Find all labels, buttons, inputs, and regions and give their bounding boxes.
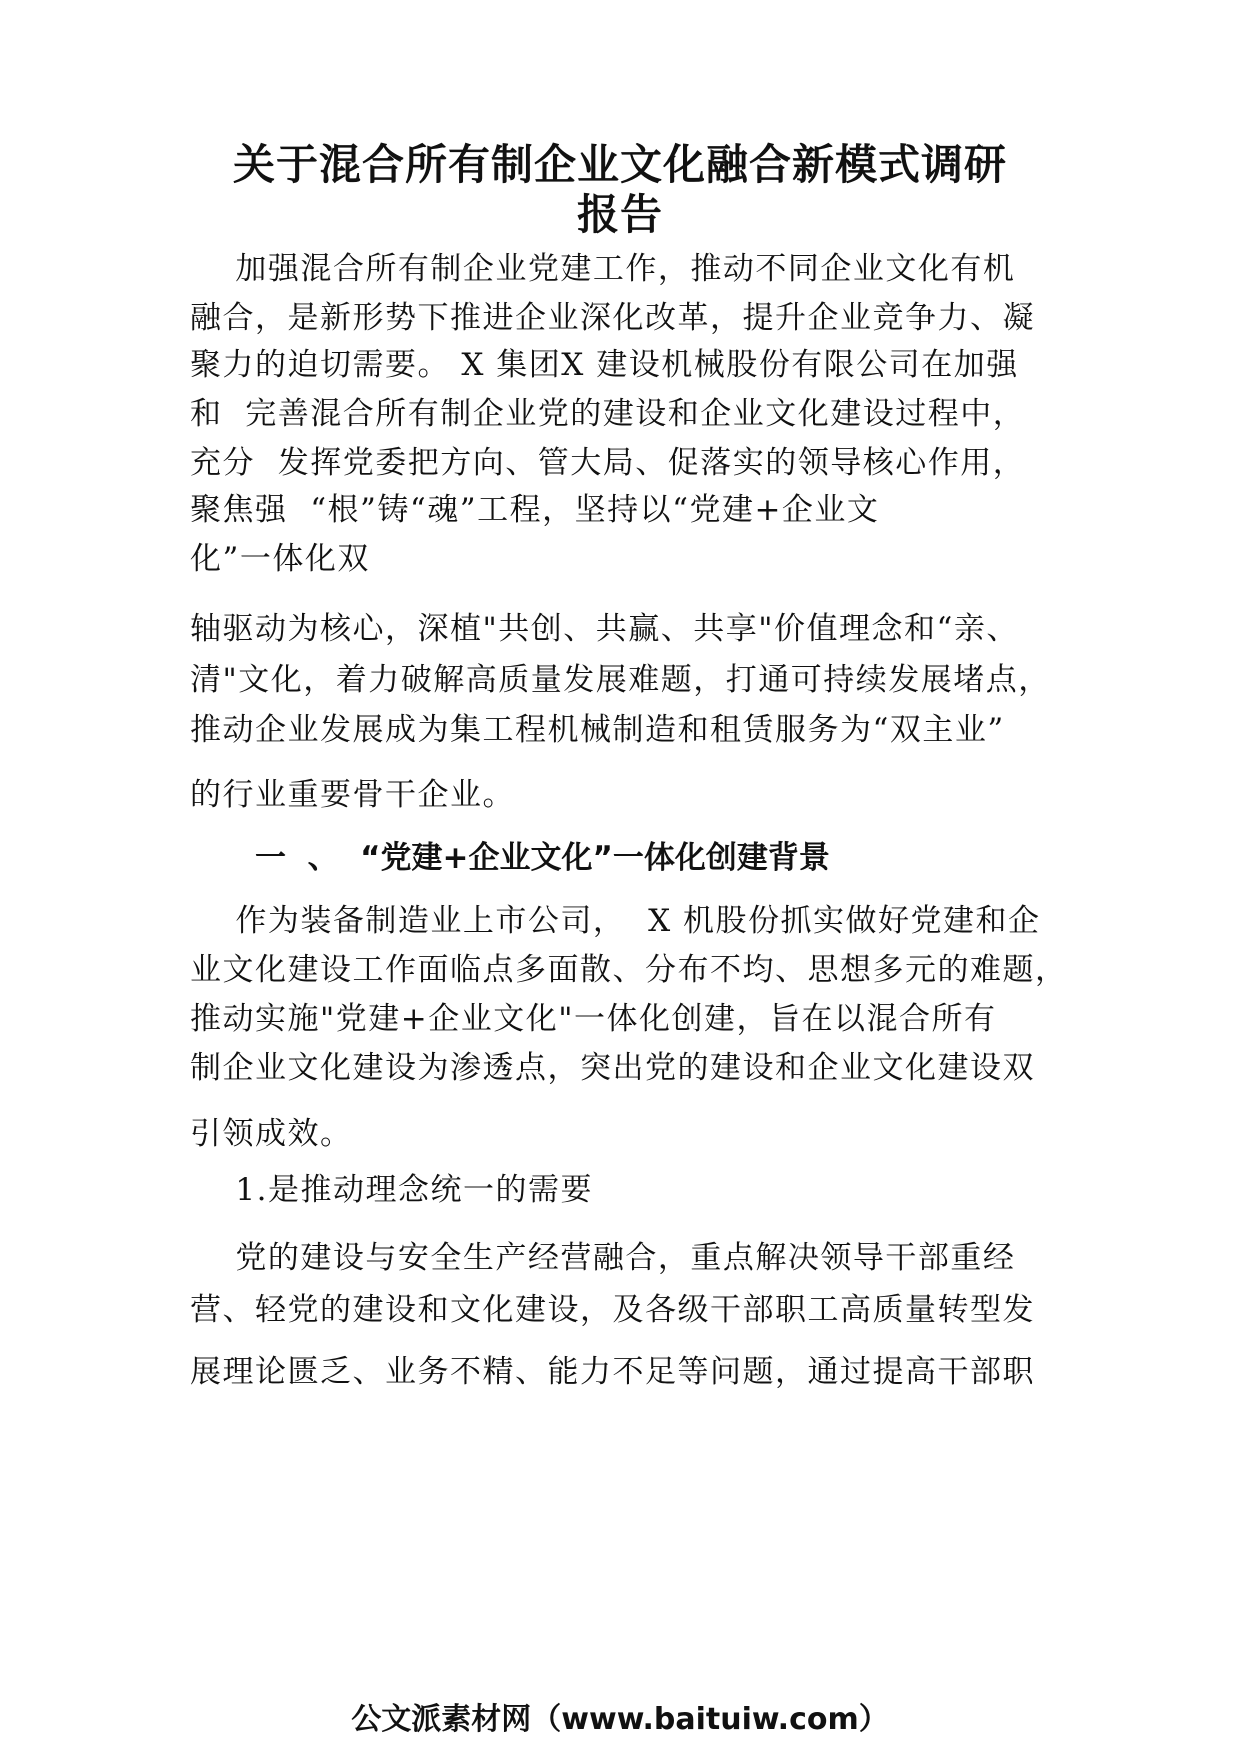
- section-1-line: 引领成效。: [190, 1116, 353, 1152]
- document-title-line-1: 关于混合所有制企业文化融合新模式调研: [232, 140, 1007, 189]
- intro-line: 融合，是新形势下推进企业深化改革，提升企业竞争力、凝: [190, 300, 1035, 336]
- subsection-1-line: 展理论匮乏、业务不精、能力不足等问题，通过提高干部职: [190, 1354, 1035, 1390]
- intro-line: 推动企业发展成为集工程机械制造和租赁服务为“双主业”: [190, 712, 1005, 748]
- intro-line: 聚焦强 “根”铸“魂”工程，坚持以“党建+企业文: [190, 492, 880, 528]
- intro-line: 加强混合所有制企业党建工作，推动不同企业文化有机: [190, 251, 1016, 287]
- section-1-line: 业文化建设工作面临点多面散、分布不均、思想多元的难题，: [190, 952, 1068, 988]
- section-1-line: 制企业文化建设为渗透点，突出党的建设和企业文化建设双: [190, 1050, 1035, 1086]
- subsection-1-heading: 1.是推动理念统一的需要: [190, 1172, 593, 1208]
- intro-line: 轴驱动为核心，深植"共创、共赢、共享"价值理念和“亲、: [190, 611, 1019, 647]
- section-1-line: 推动实施"党建+企业文化"一体化创建，旨在以混合所有: [190, 1001, 997, 1037]
- section-1-line: 作为装备制造业上市公司， X 机股份抓实做好党建和企: [190, 903, 1041, 939]
- subsection-1-line: 党的建设与安全生产经营融合，重点解决领导干部重经: [190, 1240, 1016, 1276]
- footer-source: 公文派素材网（www.baituiw.com）: [351, 1702, 889, 1737]
- intro-line: 和 完善混合所有制企业党的建设和企业文化建设过程中，: [190, 396, 1026, 432]
- section-1-heading: 一 、 “党建+企业文化”一体化创建背景: [255, 840, 830, 876]
- intro-line: 聚力的迫切需要。 X 集团X 建设机械股份有限公司在加强: [190, 347, 1019, 383]
- intro-line: 充分 发挥党委把方向、管大局、促落实的领导核心作用，: [190, 445, 1026, 481]
- subsection-1-line: 营、轻党的建设和文化建设，及各级干部职工高质量转型发: [190, 1292, 1035, 1328]
- document-title-line-2: 报告: [576, 190, 663, 239]
- intro-line: 清"文化，着力破解高质量发展难题，打通可持续发展堵点，: [190, 662, 1051, 698]
- intro-line: 的行业重要骨干企业。: [190, 777, 515, 813]
- intro-line: 化”一体化双: [190, 541, 370, 577]
